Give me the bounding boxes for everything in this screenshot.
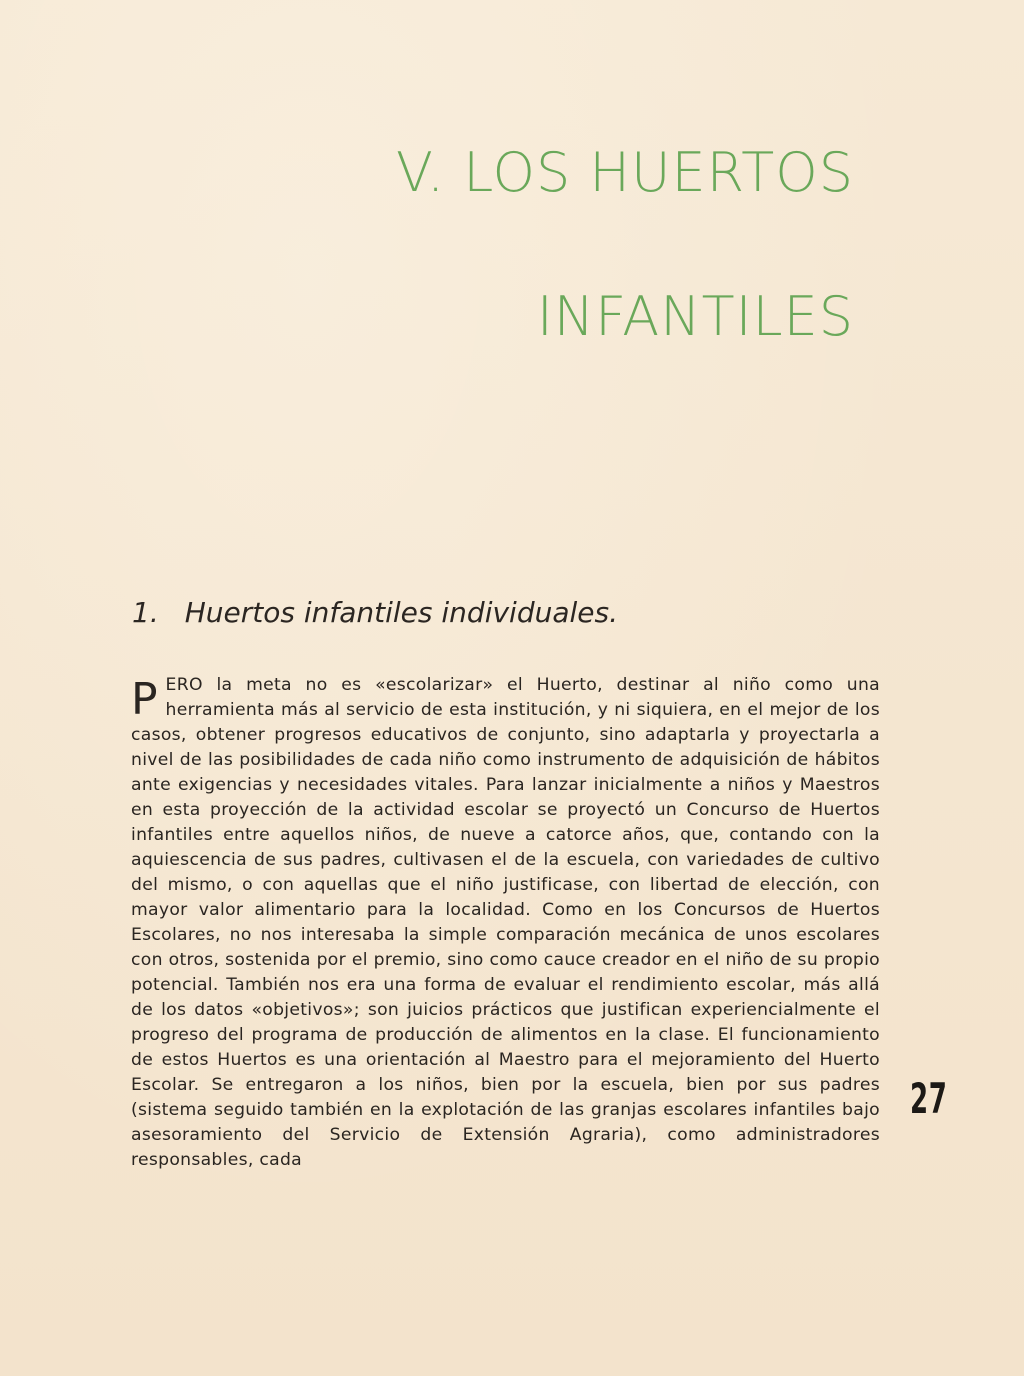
drop-cap: P bbox=[131, 674, 158, 725]
section-title: Huertos infantiles individuales. bbox=[184, 596, 618, 629]
section-number: 1. bbox=[132, 596, 159, 629]
section-heading bbox=[132, 596, 618, 629]
body-text: ERO la meta no es «escolarizar» el Huerto, destinar al niño como una herramienta más al servicio de esta institución, y ni siquiera, en el mejor de los casos, obtener progresos educativos de conjunto, sino adaptarla y proyectarla a nivel de las posibilidades de cada niño como instrumento de adquisición de hábitos ante exigencias y necesidades vitales. Para lanzar inicialmente a niños y Maestros en esta proyección de la actividad escolar se proyectó un Concurso de Huertos infantiles entre aquellos niños, de nueve a catorce años, que, contando con la aquiescencia de sus padres, cultivasen el de la escuela, con variedades de cultivo del mismo, o con aquellas que el niño justificase, con libertad de elección, con mayor valor alimentario para la localidad. Como en los Concursos de Huertos Escolares, no nos interesaba la simple comparación mecánica de unos escolares con otros, sostenida por el premio, sino como cauce creador en el niño de su propio potencial. También nos era una forma de evaluar el rendimiento escolar, más allá de los datos «objetivos»; son juicios prácticos que justifican experiencialmente el progreso del programa de producción de alimentos en la clase. El funcionamiento de estos Huertos es una orientación al Maestro para el mejoramiento del Huerto Escolar. Se entregaron a los niños, bien por la escuela, bien por sus padres (sistema seguido también en la explotación de las granjas escolares infantiles bajo asesoramiento del Servicio de Extensión Agraria), como administradores responsables, cada bbox=[131, 675, 880, 1170]
body-paragraph bbox=[131, 673, 880, 1173]
chapter-title-line-1: V. LOS HUERTOS bbox=[395, 141, 854, 204]
chapter-title-line-2: INFANTILES bbox=[536, 285, 854, 348]
page-number: 27 bbox=[910, 1074, 948, 1123]
